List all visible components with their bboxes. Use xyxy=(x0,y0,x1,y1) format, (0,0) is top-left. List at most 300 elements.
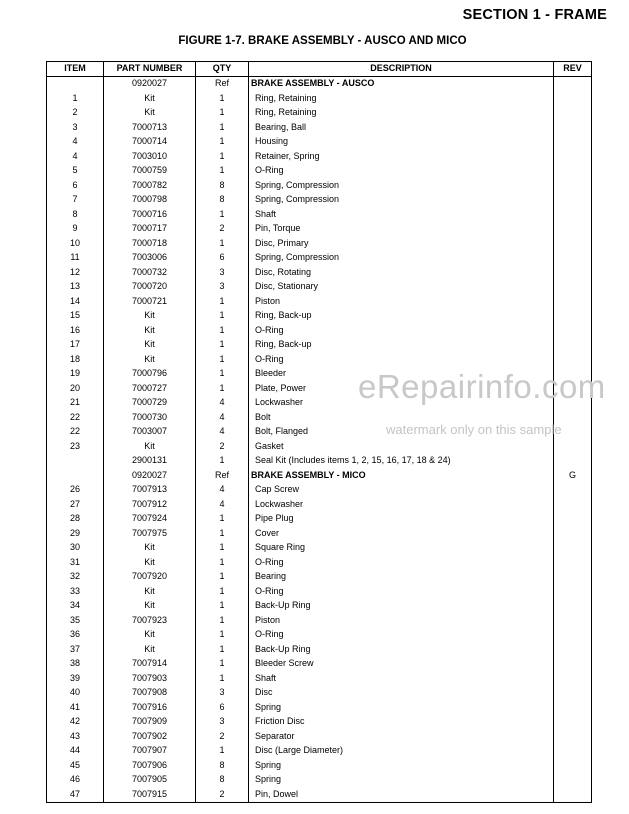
cell-description: Back-Up Ring xyxy=(249,599,554,614)
cell-qty: 1 xyxy=(196,309,249,324)
table-row xyxy=(47,207,592,222)
cell-item: 30 xyxy=(47,541,104,556)
cell-item: 45 xyxy=(47,758,104,773)
cell-item: 31 xyxy=(47,555,104,570)
cell-rev xyxy=(554,193,592,208)
cell-rev xyxy=(554,700,592,715)
cell-part-number: 7007913 xyxy=(104,483,196,498)
cell-part-number: 0920027 xyxy=(104,468,196,483)
cell-rev: G xyxy=(554,468,592,483)
cell-item: 41 xyxy=(47,700,104,715)
cell-item: 7 xyxy=(47,193,104,208)
cell-description: O-Ring xyxy=(249,584,554,599)
cell-description: Back-Up Ring xyxy=(249,642,554,657)
cell-rev xyxy=(554,715,592,730)
table-row xyxy=(47,367,592,382)
cell-rev xyxy=(554,642,592,657)
cell-description: O-Ring xyxy=(249,164,554,179)
cell-rev xyxy=(554,541,592,556)
table-row xyxy=(47,758,592,773)
cell-description: Shaft xyxy=(249,671,554,686)
cell-description: O-Ring xyxy=(249,323,554,338)
cell-rev xyxy=(554,454,592,469)
table-row xyxy=(47,338,592,353)
cell-description: Bearing, Ball xyxy=(249,120,554,135)
cell-description: Separator xyxy=(249,729,554,744)
cell-description: Square Ring xyxy=(249,541,554,556)
cell-part-number: 7000721 xyxy=(104,294,196,309)
cell-rev xyxy=(554,352,592,367)
table-row xyxy=(47,396,592,411)
parts-table-body xyxy=(47,76,592,802)
cell-part-number: 7003006 xyxy=(104,251,196,266)
table-row xyxy=(47,700,592,715)
cell-rev xyxy=(554,613,592,628)
cell-description: O-Ring xyxy=(249,628,554,643)
cell-item: 13 xyxy=(47,280,104,295)
cell-item: 47 xyxy=(47,787,104,802)
cell-rev xyxy=(554,76,592,91)
cell-qty: 1 xyxy=(196,599,249,614)
cell-description: Disc, Primary xyxy=(249,236,554,251)
cell-part-number: 7007914 xyxy=(104,657,196,672)
table-row xyxy=(47,526,592,541)
column-header-description: DESCRIPTION xyxy=(249,62,554,77)
cell-item: 22 xyxy=(47,410,104,425)
cell-qty: 8 xyxy=(196,773,249,788)
cell-item: 35 xyxy=(47,613,104,628)
cell-qty: 4 xyxy=(196,410,249,425)
cell-item xyxy=(47,454,104,469)
cell-rev xyxy=(554,135,592,150)
cell-part-number: 7000716 xyxy=(104,207,196,222)
cell-part-number: Kit xyxy=(104,338,196,353)
cell-qty: 2 xyxy=(196,439,249,454)
cell-item xyxy=(47,468,104,483)
cell-rev xyxy=(554,367,592,382)
table-row xyxy=(47,773,592,788)
column-header-part-number: PART NUMBER xyxy=(104,62,196,77)
cell-part-number: 7000796 xyxy=(104,367,196,382)
cell-qty: 3 xyxy=(196,265,249,280)
table-row xyxy=(47,729,592,744)
watermark-subtext: watermark only on this sample xyxy=(386,422,562,437)
cell-qty: 3 xyxy=(196,686,249,701)
cell-item: 4 xyxy=(47,135,104,150)
cell-description: Disc, Stationary xyxy=(249,280,554,295)
cell-part-number: Kit xyxy=(104,642,196,657)
cell-part-number: 7007920 xyxy=(104,570,196,585)
cell-item: 20 xyxy=(47,381,104,396)
cell-item: 6 xyxy=(47,178,104,193)
column-header-rev: REV xyxy=(554,62,592,77)
cell-item: 3 xyxy=(47,120,104,135)
table-row xyxy=(47,280,592,295)
cell-description: Pipe Plug xyxy=(249,512,554,527)
cell-item: 5 xyxy=(47,164,104,179)
cell-part-number: 7007908 xyxy=(104,686,196,701)
cell-part-number: 7003007 xyxy=(104,425,196,440)
cell-part-number: Kit xyxy=(104,541,196,556)
cell-qty: 1 xyxy=(196,120,249,135)
cell-part-number: 7000759 xyxy=(104,164,196,179)
cell-item: 15 xyxy=(47,309,104,324)
cell-qty: 1 xyxy=(196,164,249,179)
cell-description: Ring, Back-up xyxy=(249,309,554,324)
table-row xyxy=(47,106,592,121)
cell-rev xyxy=(554,758,592,773)
cell-qty: 1 xyxy=(196,526,249,541)
cell-qty: 1 xyxy=(196,512,249,527)
cell-rev xyxy=(554,744,592,759)
cell-qty: 1 xyxy=(196,570,249,585)
cell-description: Spring xyxy=(249,758,554,773)
cell-part-number: 7000730 xyxy=(104,410,196,425)
table-row xyxy=(47,744,592,759)
cell-qty: 1 xyxy=(196,106,249,121)
cell-qty: 1 xyxy=(196,381,249,396)
cell-qty: 3 xyxy=(196,715,249,730)
cell-qty: 8 xyxy=(196,178,249,193)
cell-qty: 8 xyxy=(196,758,249,773)
cell-qty: 1 xyxy=(196,744,249,759)
cell-part-number: 7000720 xyxy=(104,280,196,295)
cell-part-number: 7007915 xyxy=(104,787,196,802)
cell-item: 16 xyxy=(47,323,104,338)
cell-part-number: Kit xyxy=(104,323,196,338)
table-row xyxy=(47,454,592,469)
cell-description: Spring xyxy=(249,773,554,788)
cell-item xyxy=(47,76,104,91)
cell-description: Gasket xyxy=(249,439,554,454)
cell-description: Pin, Torque xyxy=(249,222,554,237)
cell-description: Spring, Compression xyxy=(249,251,554,266)
cell-qty: 1 xyxy=(196,642,249,657)
cell-qty: 1 xyxy=(196,367,249,382)
cell-part-number: Kit xyxy=(104,439,196,454)
table-row xyxy=(47,76,592,91)
cell-qty: 2 xyxy=(196,222,249,237)
table-row xyxy=(47,251,592,266)
cell-qty: 1 xyxy=(196,352,249,367)
cell-qty: 1 xyxy=(196,671,249,686)
cell-part-number: Kit xyxy=(104,91,196,106)
table-row xyxy=(47,541,592,556)
cell-rev xyxy=(554,686,592,701)
cell-description: Disc xyxy=(249,686,554,701)
cell-qty: 2 xyxy=(196,729,249,744)
cell-qty: 2 xyxy=(196,787,249,802)
table-row xyxy=(47,599,592,614)
table-row xyxy=(47,613,592,628)
cell-item: 39 xyxy=(47,671,104,686)
cell-part-number: Kit xyxy=(104,309,196,324)
cell-description: Pin, Dowel xyxy=(249,787,554,802)
cell-qty: 1 xyxy=(196,555,249,570)
cell-rev xyxy=(554,91,592,106)
cell-part-number: 7007975 xyxy=(104,526,196,541)
cell-part-number: 7000718 xyxy=(104,236,196,251)
cell-qty: 4 xyxy=(196,396,249,411)
cell-rev xyxy=(554,410,592,425)
figure-title: FIGURE 1-7. BRAKE ASSEMBLY - AUSCO AND MICO xyxy=(178,35,467,47)
section-title: SECTION 1 - FRAME xyxy=(462,7,607,23)
cell-description: Spring, Compression xyxy=(249,178,554,193)
cell-part-number: 7007903 xyxy=(104,671,196,686)
cell-description: Ring, Retaining xyxy=(249,106,554,121)
cell-rev xyxy=(554,294,592,309)
cell-rev xyxy=(554,236,592,251)
cell-part-number: 7000717 xyxy=(104,222,196,237)
cell-description: O-Ring xyxy=(249,352,554,367)
cell-rev xyxy=(554,338,592,353)
table-header-row xyxy=(47,62,592,77)
cell-part-number: 7007916 xyxy=(104,700,196,715)
cell-item: 34 xyxy=(47,599,104,614)
column-header-qty: QTY xyxy=(196,62,249,77)
table-row xyxy=(47,91,592,106)
table-row xyxy=(47,425,592,440)
cell-qty: 3 xyxy=(196,280,249,295)
cell-qty: Ref xyxy=(196,468,249,483)
cell-part-number: 0920027 xyxy=(104,76,196,91)
cell-item: 9 xyxy=(47,222,104,237)
cell-description: Bolt, Flanged xyxy=(249,425,554,440)
cell-description: Cover xyxy=(249,526,554,541)
table-row xyxy=(47,120,592,135)
cell-rev xyxy=(554,425,592,440)
cell-description: Spring xyxy=(249,700,554,715)
cell-qty: Ref xyxy=(196,76,249,91)
cell-part-number: 7007923 xyxy=(104,613,196,628)
cell-description: Bleeder Screw xyxy=(249,657,554,672)
cell-rev xyxy=(554,773,592,788)
cell-qty: 8 xyxy=(196,193,249,208)
cell-rev xyxy=(554,584,592,599)
cell-description: BRAKE ASSEMBLY - MICO xyxy=(249,468,554,483)
cell-rev xyxy=(554,323,592,338)
cell-item: 4 xyxy=(47,149,104,164)
cell-part-number: 7007902 xyxy=(104,729,196,744)
cell-description: O-Ring xyxy=(249,555,554,570)
cell-item: 32 xyxy=(47,570,104,585)
cell-qty: 4 xyxy=(196,497,249,512)
cell-description: Lockwasher xyxy=(249,396,554,411)
cell-rev xyxy=(554,570,592,585)
cell-description: Piston xyxy=(249,613,554,628)
cell-rev xyxy=(554,164,592,179)
cell-item: 42 xyxy=(47,715,104,730)
cell-part-number: Kit xyxy=(104,628,196,643)
cell-rev xyxy=(554,497,592,512)
table-row xyxy=(47,352,592,367)
cell-part-number: Kit xyxy=(104,555,196,570)
cell-description: Retainer, Spring xyxy=(249,149,554,164)
cell-qty: 1 xyxy=(196,294,249,309)
cell-item: 17 xyxy=(47,338,104,353)
cell-description: Plate, Power xyxy=(249,381,554,396)
cell-part-number: Kit xyxy=(104,599,196,614)
cell-rev xyxy=(554,526,592,541)
table-row xyxy=(47,135,592,150)
cell-item: 36 xyxy=(47,628,104,643)
table-row xyxy=(47,294,592,309)
cell-qty: 4 xyxy=(196,483,249,498)
cell-description: Disc (Large Diameter) xyxy=(249,744,554,759)
table-row xyxy=(47,642,592,657)
table-row xyxy=(47,787,592,802)
cell-rev xyxy=(554,149,592,164)
cell-item: 38 xyxy=(47,657,104,672)
cell-item: 14 xyxy=(47,294,104,309)
cell-rev xyxy=(554,396,592,411)
cell-item: 18 xyxy=(47,352,104,367)
table-row xyxy=(47,483,592,498)
cell-item: 8 xyxy=(47,207,104,222)
cell-description: Piston xyxy=(249,294,554,309)
cell-part-number: 2900131 xyxy=(104,454,196,469)
cell-item: 46 xyxy=(47,773,104,788)
cell-item: 29 xyxy=(47,526,104,541)
table-row xyxy=(47,236,592,251)
cell-description: Shaft xyxy=(249,207,554,222)
cell-item: 11 xyxy=(47,251,104,266)
cell-description: Ring, Back-up xyxy=(249,338,554,353)
cell-rev xyxy=(554,657,592,672)
cell-qty: 1 xyxy=(196,323,249,338)
cell-item: 12 xyxy=(47,265,104,280)
cell-item: 33 xyxy=(47,584,104,599)
cell-description: Bolt xyxy=(249,410,554,425)
table-row xyxy=(47,309,592,324)
cell-description: Friction Disc xyxy=(249,715,554,730)
cell-qty: 1 xyxy=(196,613,249,628)
cell-description: Bleeder xyxy=(249,367,554,382)
cell-qty: 6 xyxy=(196,700,249,715)
cell-rev xyxy=(554,222,592,237)
cell-qty: 1 xyxy=(196,91,249,106)
cell-part-number: 7007912 xyxy=(104,497,196,512)
cell-rev xyxy=(554,671,592,686)
cell-qty: 6 xyxy=(196,251,249,266)
cell-description: Seal Kit (Includes items 1, 2, 15, 16, 17, 18 & 24) xyxy=(249,454,554,469)
cell-part-number: 7007907 xyxy=(104,744,196,759)
cell-qty: 1 xyxy=(196,628,249,643)
cell-item: 26 xyxy=(47,483,104,498)
cell-rev xyxy=(554,628,592,643)
cell-qty: 1 xyxy=(196,338,249,353)
cell-description: BRAKE ASSEMBLY - AUSCO xyxy=(249,76,554,91)
cell-item: 37 xyxy=(47,642,104,657)
cell-qty: 1 xyxy=(196,454,249,469)
cell-part-number: 7000729 xyxy=(104,396,196,411)
cell-rev xyxy=(554,178,592,193)
cell-rev xyxy=(554,207,592,222)
cell-part-number: 7000782 xyxy=(104,178,196,193)
cell-rev xyxy=(554,251,592,266)
cell-rev xyxy=(554,439,592,454)
cell-rev xyxy=(554,106,592,121)
column-header-item: ITEM xyxy=(47,62,104,77)
cell-part-number: 7007909 xyxy=(104,715,196,730)
cell-qty: 1 xyxy=(196,236,249,251)
cell-qty: 1 xyxy=(196,149,249,164)
cell-rev xyxy=(554,483,592,498)
table-row xyxy=(47,164,592,179)
cell-part-number: 7003010 xyxy=(104,149,196,164)
cell-rev xyxy=(554,729,592,744)
table-row xyxy=(47,686,592,701)
cell-rev xyxy=(554,599,592,614)
cell-part-number: 7007906 xyxy=(104,758,196,773)
table-row xyxy=(47,512,592,527)
cell-item: 21 xyxy=(47,396,104,411)
cell-qty: 1 xyxy=(196,584,249,599)
cell-description: Disc, Rotating xyxy=(249,265,554,280)
cell-description: Housing xyxy=(249,135,554,150)
cell-item: 28 xyxy=(47,512,104,527)
table-row xyxy=(47,657,592,672)
cell-description: Cap Screw xyxy=(249,483,554,498)
cell-part-number: 7007905 xyxy=(104,773,196,788)
cell-item: 23 xyxy=(47,439,104,454)
cell-rev xyxy=(554,120,592,135)
table-row xyxy=(47,323,592,338)
cell-qty: 1 xyxy=(196,135,249,150)
table-row xyxy=(47,410,592,425)
table-row xyxy=(47,439,592,454)
table-row xyxy=(47,149,592,164)
cell-item: 40 xyxy=(47,686,104,701)
cell-rev xyxy=(554,309,592,324)
cell-item: 22 xyxy=(47,425,104,440)
cell-part-number: 7000732 xyxy=(104,265,196,280)
table-row xyxy=(47,570,592,585)
cell-item: 27 xyxy=(47,497,104,512)
watermark: eRepairinfo.com xyxy=(358,368,606,405)
cell-part-number: 7000714 xyxy=(104,135,196,150)
cell-item: 44 xyxy=(47,744,104,759)
cell-item: 10 xyxy=(47,236,104,251)
table-row xyxy=(47,497,592,512)
cell-item: 19 xyxy=(47,367,104,382)
cell-description: Bearing xyxy=(249,570,554,585)
cell-rev xyxy=(554,280,592,295)
cell-rev xyxy=(554,787,592,802)
cell-rev xyxy=(554,381,592,396)
table-row xyxy=(47,671,592,686)
cell-rev xyxy=(554,265,592,280)
cell-rev xyxy=(554,555,592,570)
table-row xyxy=(47,381,592,396)
cell-part-number: 7007924 xyxy=(104,512,196,527)
cell-rev xyxy=(554,512,592,527)
table-row xyxy=(47,222,592,237)
table-row xyxy=(47,555,592,570)
cell-description: Spring, Compression xyxy=(249,193,554,208)
cell-qty: 1 xyxy=(196,541,249,556)
table-row xyxy=(47,178,592,193)
cell-item: 43 xyxy=(47,729,104,744)
cell-part-number: Kit xyxy=(104,106,196,121)
cell-part-number: Kit xyxy=(104,584,196,599)
parts-table xyxy=(46,61,592,803)
cell-part-number: 7000713 xyxy=(104,120,196,135)
table-row xyxy=(47,468,592,483)
table-row xyxy=(47,193,592,208)
cell-part-number: 7000727 xyxy=(104,381,196,396)
cell-item: 1 xyxy=(47,91,104,106)
